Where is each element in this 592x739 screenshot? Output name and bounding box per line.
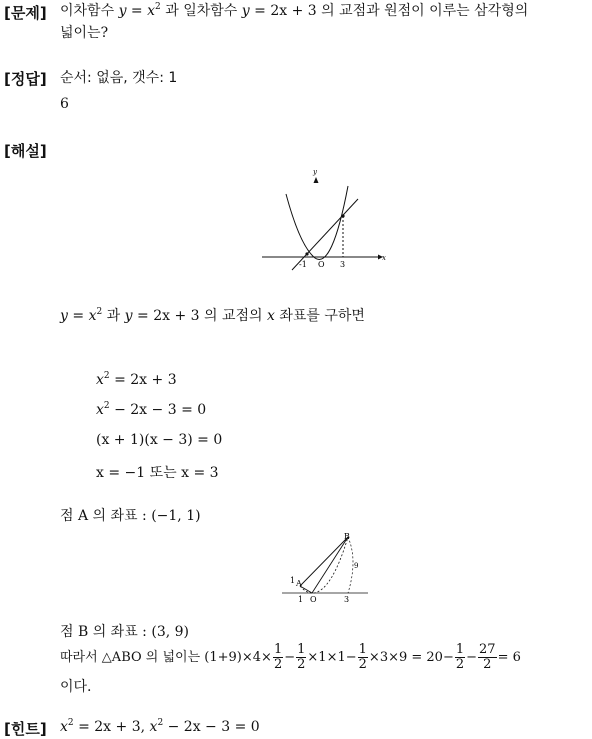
area-line [60, 640, 521, 676]
frac-5-num: 27 [479, 642, 496, 657]
intro-y2: y [124, 308, 133, 324]
fig1-y-label: y [313, 168, 317, 176]
frac-1-num: 1 [273, 642, 283, 657]
area-mid-2: ×3×9 = 20− [368, 650, 454, 665]
hint-text [60, 716, 260, 738]
fig1-x-label: x [382, 254, 386, 262]
frac-5-den: 2 [483, 657, 492, 672]
hint-x: x [60, 719, 68, 735]
fig1-tick-neg1: -1 [299, 260, 307, 269]
fig2-parabola [300, 537, 348, 593]
fig2-label-9: 9 [354, 562, 359, 570]
fig2-height-arc [348, 537, 353, 593]
frac-1 [273, 643, 283, 672]
intro-text-2: 의 교점의 [204, 308, 263, 324]
fig2-tick-o: O [310, 595, 317, 604]
answer-meta: 순서: 없음, 갯수: 1 [60, 70, 178, 86]
question-label: [문제] [4, 4, 47, 22]
equation-4 [96, 462, 219, 482]
area-mid: ×1×1− [307, 650, 357, 665]
question-text-2: 과 일차함수 [165, 3, 238, 19]
fig2-tick-3: 3 [344, 595, 350, 604]
question-eq2-lhs: y [241, 3, 250, 19]
question-eq1-exp: 2 [155, 2, 161, 12]
area-eq: = 6 [497, 650, 521, 665]
equation-3: (x + 1)(x − 3) = 0 [96, 432, 223, 448]
fig1-point-a [305, 252, 308, 255]
solution-label: [해설] [4, 142, 47, 160]
frac-5 [478, 643, 497, 672]
hint-exp2: 2 [157, 718, 164, 728]
figure-triangle-abo [282, 530, 372, 606]
hint-x2: x [149, 719, 158, 735]
fig1-tick-origin: O [318, 260, 325, 269]
hint-rhs2: − 2x − 3 = 0 [167, 719, 260, 735]
question-text-3: 의 교점과 원점이 이루는 삼각형의 [321, 3, 529, 19]
point-a-coords: (−1, 1) [151, 508, 201, 524]
fig2-label-1: 1 [290, 576, 296, 585]
intro-text-1: 과 [106, 308, 121, 324]
fig2-label-b: B [344, 532, 350, 541]
point-a-prefix: 점 A 의 좌표 : [60, 508, 147, 524]
frac-4-den: 2 [455, 657, 465, 672]
equation-2: $x^2 - 2x - 3 = 0$ [96, 401, 207, 418]
fig2-tick-1: 1 [298, 595, 304, 604]
intro-xvar: x [267, 308, 275, 324]
intro-text-3: 좌표를 구하면 [279, 308, 365, 324]
intro-rhs: 2x + 3 [153, 308, 200, 324]
fig1-point-b [341, 214, 344, 217]
fig2-line-oa [300, 586, 312, 593]
area-minus: − [284, 650, 296, 665]
frac-2-den: 2 [297, 657, 306, 672]
fig2-label-a: A [296, 579, 302, 588]
hint-label: [힌트] [4, 720, 47, 738]
question-text-1: 이차함수 [60, 3, 115, 19]
area-expr-1: (1+9)×4× [204, 650, 272, 665]
frac-4 [455, 643, 465, 672]
answer-label: [정답] [4, 70, 47, 88]
point-b-coords: (3, 9) [151, 624, 189, 640]
fig1-parabola [286, 186, 348, 260]
frac-4-num: 1 [455, 642, 465, 657]
question-line-2: 넓이는? [60, 25, 109, 41]
frac-1-den: 2 [273, 657, 283, 672]
question-eq1-x: x [147, 3, 156, 19]
intro-x: x [88, 308, 97, 324]
frac-2 [296, 643, 306, 672]
area-minus-2: − [466, 650, 478, 665]
conclusion: 이다. [60, 679, 92, 695]
fig1-tick-3: 3 [340, 260, 346, 269]
fig1-y-arrow [314, 177, 319, 183]
question-eq2-rhs: 2x + 3 [270, 3, 317, 19]
intro-y1: y [60, 308, 68, 324]
answer-value: 6 [60, 96, 69, 112]
equation-1: $x^2 = 2x + 3$ [96, 371, 177, 388]
equation-2-rhs: − 2x − 3 = 0 [114, 402, 207, 418]
equation-4-right: x = 3 [181, 465, 219, 481]
area-prefix: 따라서 △ABO 의 넓이는 [60, 650, 201, 665]
question-eq1-lhs: y [118, 3, 127, 19]
hint-exp: 2 [67, 718, 74, 728]
fig2-line-ob [312, 537, 348, 593]
fig2-line-ab [300, 537, 348, 586]
hint-rhs: = 2x + 3, [78, 719, 146, 735]
intro-exp: 2 [96, 307, 103, 317]
frac-3-num: 1 [358, 642, 367, 657]
solution-intro: $y = x^2$ 과 y = 2x + 3 의 교점의 x 좌표를 구하면 [60, 307, 365, 324]
equation-1-rhs: = 2x + 3 [114, 372, 177, 388]
point-b-prefix: 점 B 의 좌표 : [60, 624, 147, 640]
frac-3 [358, 643, 368, 672]
figure-parabola-line [258, 166, 390, 272]
point-a-line [60, 505, 201, 527]
frac-3-den: 2 [358, 657, 367, 672]
question-line-1: 이차함수 $y = x^2$ 과 일차함수 y = 2x + 3 의 교점과 원점이 이루는 삼각형의 [60, 2, 529, 19]
equation-4-left: x = −1 [96, 465, 146, 481]
frac-2-num: 1 [297, 642, 306, 657]
equation-4-or: 또는 [149, 465, 177, 481]
